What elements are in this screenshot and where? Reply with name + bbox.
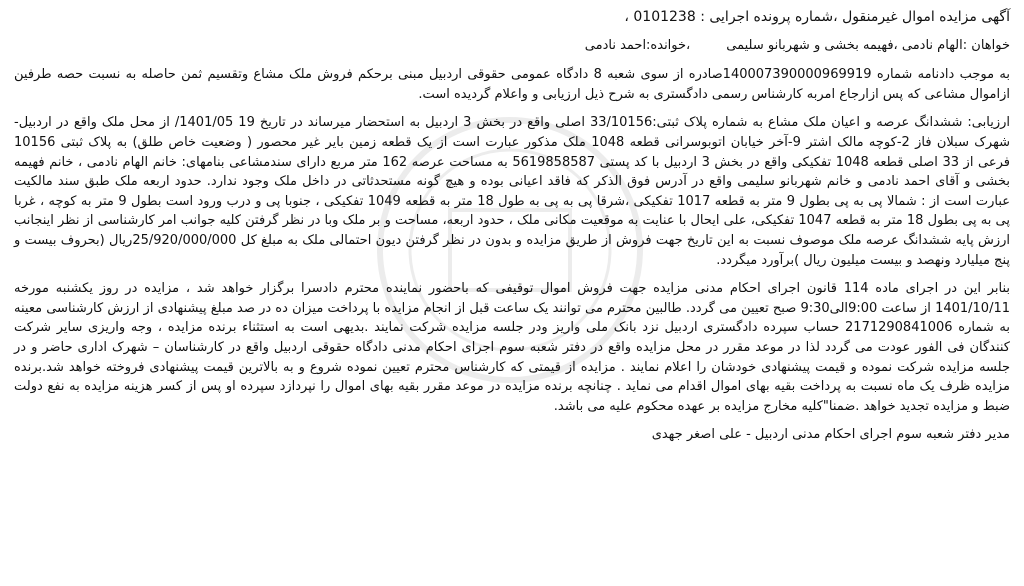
parties-row <box>14 36 1010 56</box>
notice-title: آگهی مزایده اموال غیرمنقول ،شماره پرونده اجرایی : 0101238 ، <box>624 9 1010 25</box>
appraisal-paragraph: ارزیابی: ششدانگ عرصه و اعیان ملک مشاع به شماره پلاک ثبتی:33/10156 اصلی واقع در بخش 3 اردبیل به استحضار میرساند در تاریخ 19 1401/05/ از محل ملک واقع در اردبیل-شهرک سبلان فاز 2-کوچه مالک اشتر 9-آخر خیابان اتوبوسرانی قطعه 1048 ملک مذکور عبارت است از یک قطعه زمین بایر غیر محصور ( وضعیت خاص طلق) به پلاک ثبتی 10156 فرعی از 33 اصلی قطعه 1048 تفکیکی واقع در بخش 3 اردبیل با کد پستی 5619858587 به مساحت عرصه 162 متر مربع دارای سندمشاعی بنامهای: خانم الهام نادمی ، خانم فهیمه بخشی و آقای احمد نادمی و خانم شهربانو سلیمی واقع در آدرس فوق الذکر که فاقد اعیانی بوده و هیچ گونه مستحدثاتی در داخل ملک وجود ندارد. حدود اربعه ملک طبق سند مالکیت عبارت است از : شمالا پی به پی بطول 9 متر به قطعه 1017 تفکیکی ،شرقا پی به پی به طول 18 متر به قطعه 1049 تفکیکی ، جنوبا پی و درب ورود است بطول 9 متر به کوچه ، غربا پی به پی بطول 18 متر به قطعه 1047 تفکیکی، علی ایحال با عنایت به موقعیت مکانی ملک ، حدود اربعه، مساحت و بر ملک وبا در نظر گرفتن کلیه جوانب امر کارشناسی از نظر اینجانب ارزش پایه ششدانگ عرصه ملک موصوف نسبت به این تاریخ جهت فروش از طریق مزایده و بدون در نظر گرفتن دیون احتمالی ملک به مبلغ کل 25/920/000/000ریال (بحروف بیست و پنج میلیارد ونهصد و بیست میلیون ریال )برآورد میگردد. <box>14 115 1011 268</box>
judgment-paragraph: به موجب دادنامه شماره 140007390000969919صادره از سوی شعبه 8 دادگاه عمومی حقوقی اردبیل مبنی برحکم فروش ملک مشاع وتقسیم ثمن حاصله به نسبت حصه طرفین ازاموال مشاعی که پس ازارجاع امربه کارشناس رسمی دادگستری به شرح ذیل ارزیابی و واعلام گردیده است. <box>14 67 1011 102</box>
signature-line: مدیر دفتر شعبه سوم اجرای احکام مدنی اردبیل - علی اصغر جهدی <box>651 427 1010 443</box>
auction-terms-paragraph: بنابر این در اجرای ماده 114 قانون اجرای احکام مدنی مزایده جهت فروش اموال توقیفی که باحضور نماینده محترم دادسرا برگزار خواهد شد ، مزایده در روز یکشنبه مورخه 1401/10/11 از ساعت 9:00الی9:30 صبح تعیین می گردد. طالبین محترم می توانند یک ساعت قبل از انجام مزایده با پرداخت میزان ده در صد مبلغ پیشنهادی از ارزش کارشناسی معینه به شماره 2171290841006 حساب سپرده دادگستری اردبیل نزد بانک ملی واریز ودر جلسه مزایده شرکت نمایند .بدیهی است به استثناء برنده مزایده ، وجه واریزی سایر شرکت کنندگان فی الفور عودت می گردد لذا در موعد مقرر در محل مزایده واقع در دفتر شعبه سوم اجرای احکام مدنی دادگاه حقوقی اردبیل واقع در کارشناسان – شهرک اداری حاضر و در جلسه مزایده شرکت نموده و قیمت پیشنهادی خودشان را اعلام نمایند . مزایده از قیمتی که کارشناس محترم تعیین نموده شروع و به بالاترین قیمت پیشنهادی فروخته خواهد شد.برنده مزایده ظرف یک ماه نسبت به پرداخت بقیه بهای اموال اقدام می نماید . چنانچه برنده مزایده در موعد مقرر بقیه بهای اموال را نپردازد سپرده او پس از کسر هزینه مزایده به نفع دولت ضبط و مزایده تجدید خواهد .ضمنا"کلیه مخارج مزایده بر عهده محکوم علیه می باشد. <box>14 281 1010 414</box>
plaintiffs: خواهان :الهام نادمی ،فهیمه بخشی و شهربانو سلیمی <box>726 37 1010 53</box>
defendant: ،خوانده:احمد نادمی <box>584 37 691 53</box>
